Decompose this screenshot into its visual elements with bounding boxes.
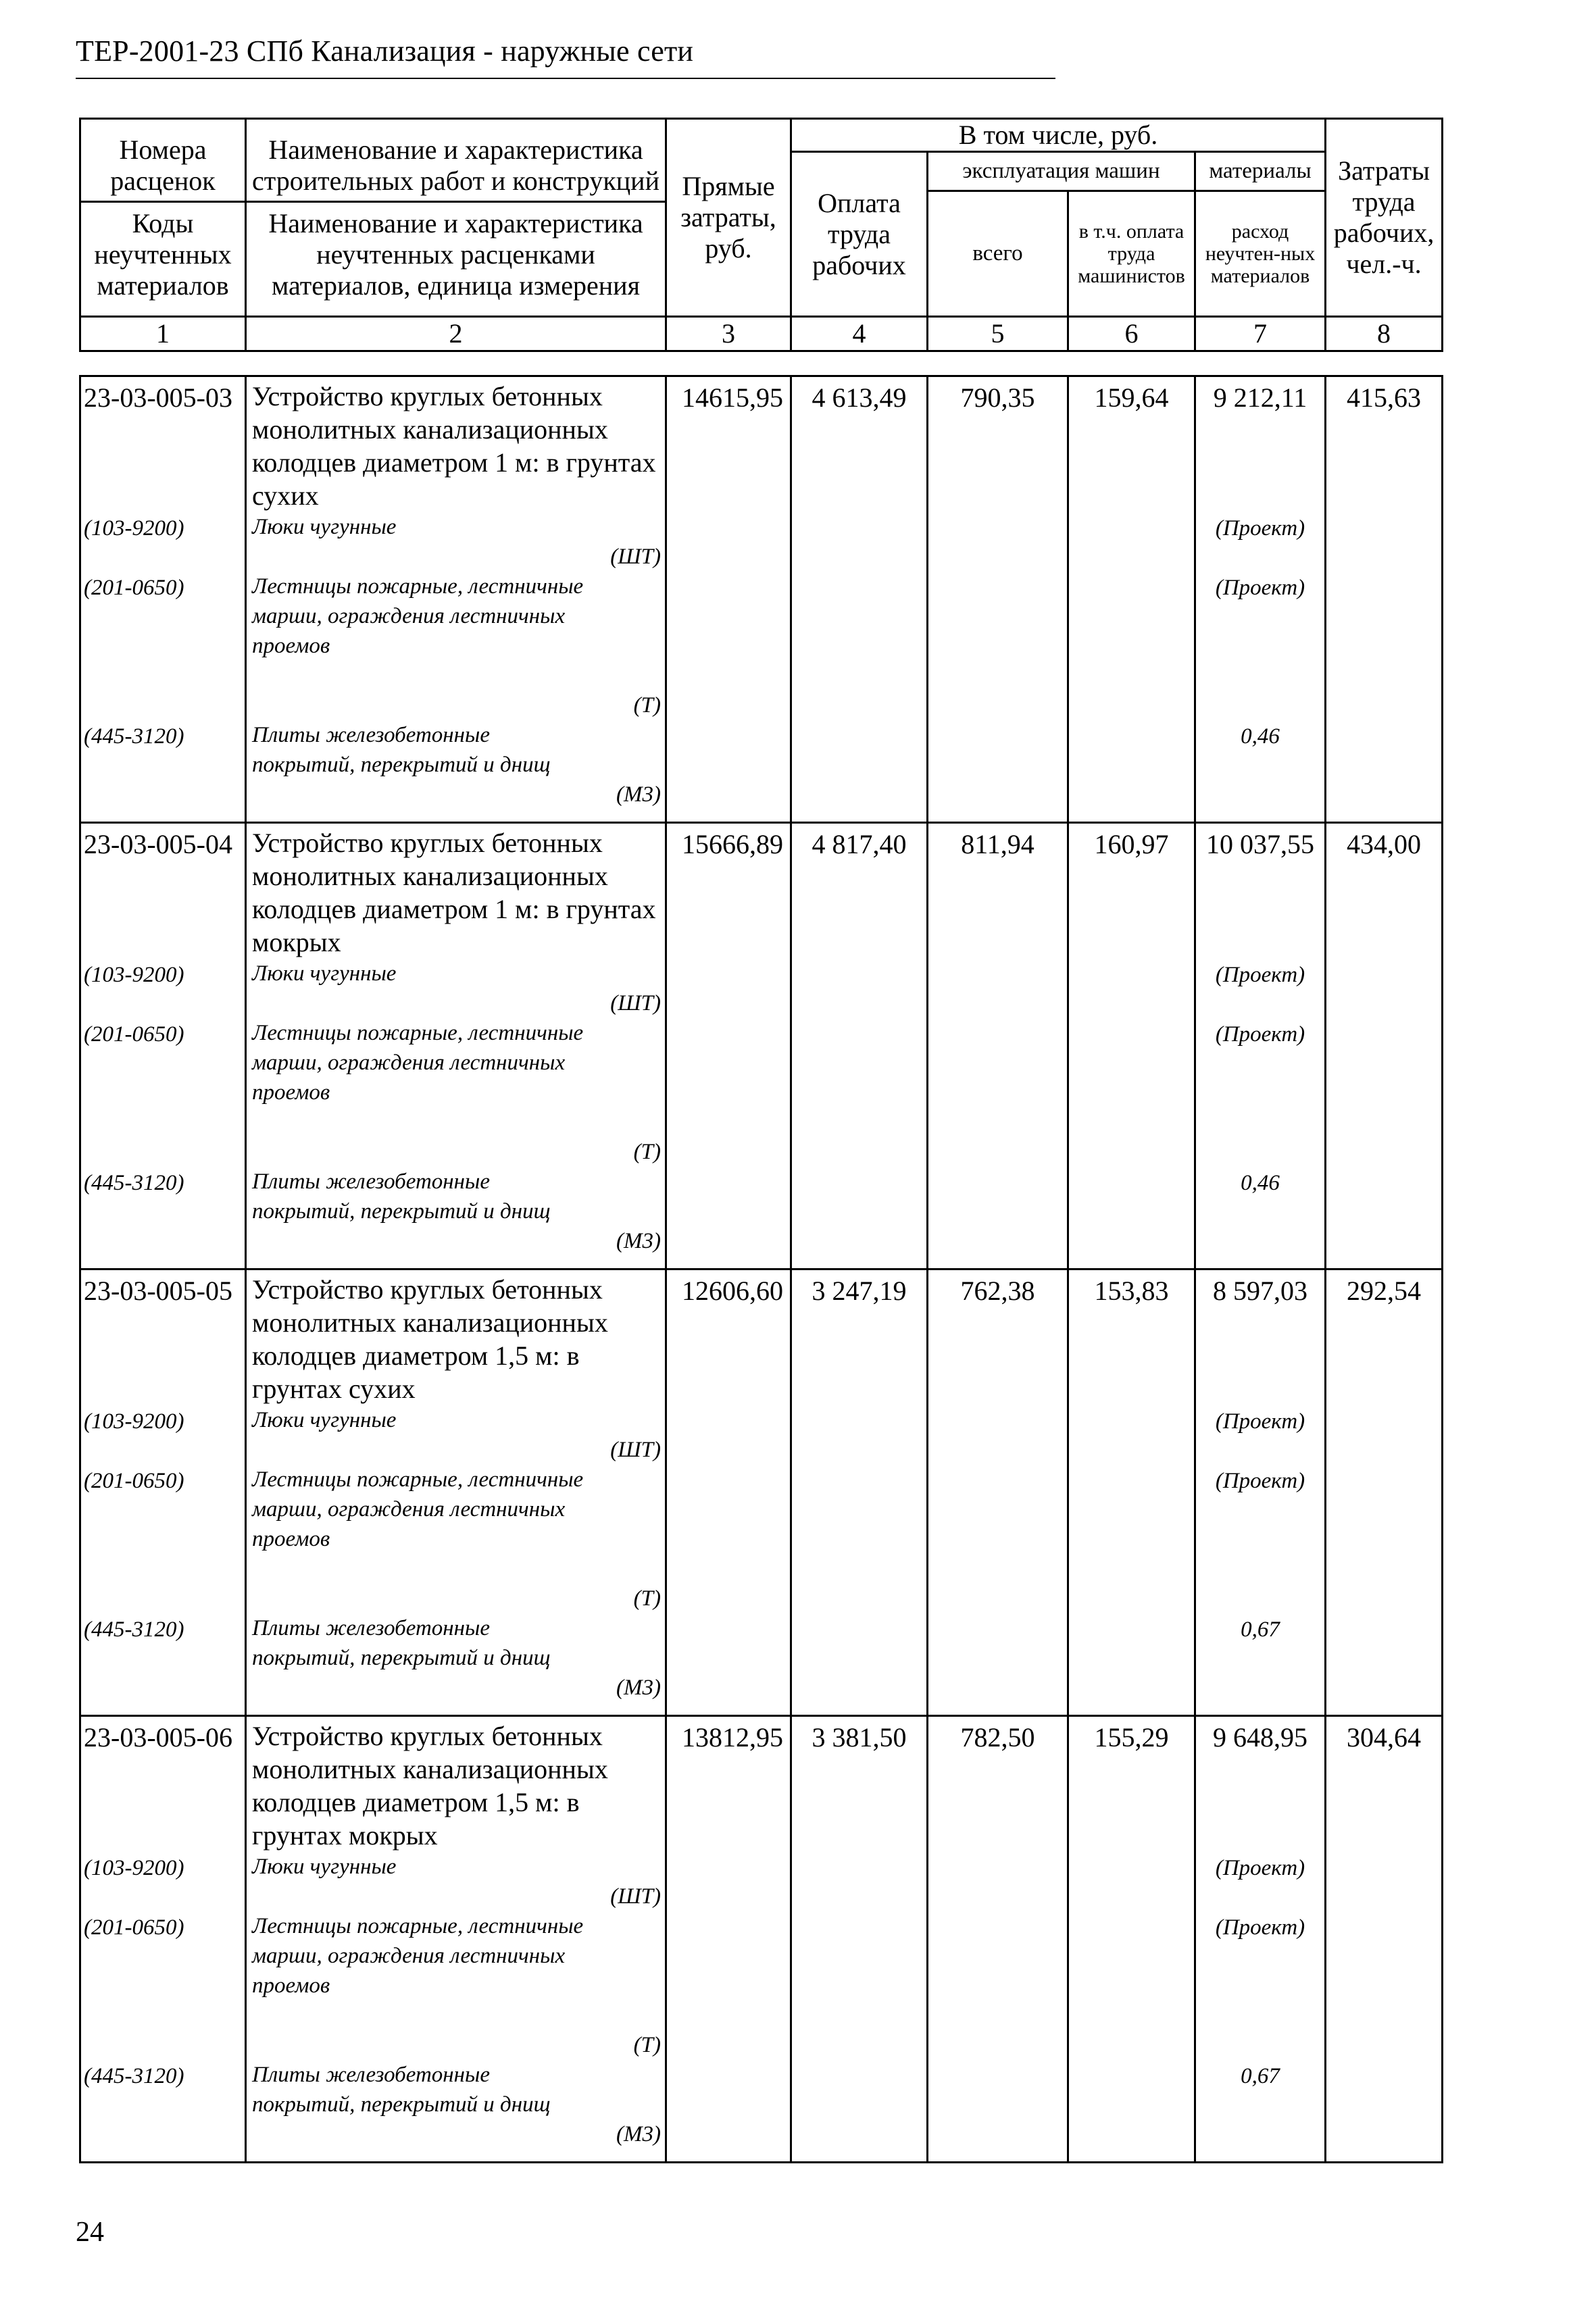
material-name-line: проемов — [252, 1527, 330, 1551]
spacer — [84, 1883, 245, 1913]
spacer — [84, 603, 245, 722]
header-number-6: 6 — [1068, 317, 1195, 351]
rate-name-cell — [246, 1269, 666, 1716]
spacer — [84, 861, 245, 960]
spacer — [1196, 1942, 1324, 2061]
header-machines-group: эксплуатация машин — [928, 152, 1195, 191]
labor-hours-cell: 415,63 — [1326, 376, 1443, 823]
material-consumption: (Проект) — [1215, 1469, 1305, 1493]
machinists-pay-cell: 160,97 — [1068, 823, 1195, 1269]
material-name-line: проемов — [252, 1080, 330, 1105]
header-materials-consumption: расход неучтен-ных материалов — [1195, 191, 1326, 317]
material-name-line: марши, ограждения лестничных — [252, 1497, 566, 1521]
spacer — [1196, 414, 1324, 513]
spacer — [1196, 751, 1324, 811]
spacer — [1196, 543, 1324, 573]
rate-code: 23-03-005-03 — [84, 382, 232, 413]
material-code: (201-0650) — [84, 1915, 184, 1940]
material-name-line: покрытий, перекрытий и днищ — [252, 753, 551, 777]
header-number-3: 3 — [666, 317, 791, 351]
header-labor-hours: Затраты труда рабочих, чел.-ч. — [1326, 119, 1443, 317]
materials-value: 8 597,03 — [1213, 1276, 1307, 1306]
material-unit: (М3) — [616, 1229, 661, 1253]
rate-code: 23-03-005-06 — [84, 1722, 232, 1753]
rate-name: Устройство круглых бетонных монолитных канализационных колодцев диаметром 1 м: в грунтах мокрых — [252, 828, 656, 957]
labor-pay-cell: 4 613,49 — [791, 376, 928, 823]
spacer — [84, 1436, 245, 1466]
material-name-line: проемов — [252, 1973, 330, 1998]
spacer — [1196, 603, 1324, 722]
material-consumption: (Проект) — [1215, 1022, 1305, 1047]
spacer — [84, 1049, 245, 1168]
machinists-pay-cell: 153,83 — [1068, 1269, 1195, 1716]
spacer — [84, 1496, 245, 1615]
material-unit: (М3) — [616, 1676, 661, 1700]
spacer — [1196, 1198, 1324, 1257]
material-name-line: Плиты железобетонные — [252, 723, 491, 747]
rate-name-cell — [246, 823, 666, 1269]
material-unit: (М3) — [616, 2122, 661, 2146]
table-row — [80, 376, 1443, 823]
document-header: ТЕР-2001-23 СПб Канализация - наружные сети — [76, 34, 694, 68]
rate-name: Устройство круглых бетонных монолитных канализационных колодцев диаметром 1 м: в грунтах сухих — [252, 381, 656, 511]
material-name-line: Лестницы пожарные, лестничные — [252, 1914, 584, 1938]
header-codes — [80, 119, 246, 317]
material-code: (445-3120) — [84, 2064, 184, 2088]
direct-costs-cell: 12606,60 — [666, 1269, 791, 1716]
machines-total-cell: 762,38 — [928, 1269, 1068, 1716]
material-name-line: покрытий, перекрытий и днищ — [252, 2092, 551, 2117]
direct-costs-cell: 15666,89 — [666, 823, 791, 1269]
rate-name-cell — [246, 376, 666, 823]
spacer — [1196, 1883, 1324, 1913]
header-number-4: 4 — [791, 317, 928, 351]
direct-costs-cell: 13812,95 — [666, 1716, 791, 2163]
spacer — [84, 543, 245, 573]
material-code: (201-0650) — [84, 576, 184, 600]
spacer — [1196, 1436, 1324, 1466]
labor-pay-cell: 4 817,40 — [791, 823, 928, 1269]
material-unit: (М3) — [616, 782, 661, 807]
material-name-line: проемов — [252, 634, 330, 658]
header-number-2: 2 — [246, 317, 666, 351]
header-number-8: 8 — [1326, 317, 1443, 351]
labor-hours-cell: 434,00 — [1326, 823, 1443, 1269]
materials-value: 9 648,95 — [1213, 1722, 1307, 1753]
material-code: (103-9200) — [84, 963, 184, 987]
spacer — [84, 414, 245, 513]
rate-code-cell — [80, 376, 246, 823]
header-codes-top: Номера расценок — [110, 134, 216, 196]
header-number-7: 7 — [1195, 317, 1326, 351]
rate-code: 23-03-005-05 — [84, 1276, 232, 1306]
spacer — [1196, 1754, 1324, 1853]
spacer — [1196, 861, 1324, 960]
material-code: (201-0650) — [84, 1022, 184, 1047]
spacer — [1196, 1307, 1324, 1407]
material-unit: (Т) — [633, 1140, 661, 1164]
material-name-line: Плиты железобетонные — [252, 1616, 491, 1640]
rate-code-cell — [80, 1716, 246, 2163]
material-code: (103-9200) — [84, 516, 184, 540]
machines-total-cell: 782,50 — [928, 1716, 1068, 2163]
rate-name-cell — [246, 1716, 666, 2163]
material-name-line: марши, ограждения лестничных — [252, 604, 566, 628]
spacer — [1196, 2091, 1324, 2150]
page-number: 24 — [76, 2217, 104, 2248]
material-name-line: Плиты железобетонные — [252, 1169, 491, 1194]
header-machinists-pay: в т.ч. оплата труда машинистов — [1068, 191, 1195, 317]
material-unit: (ШТ) — [610, 991, 661, 1015]
material-name-line: марши, ограждения лестничных — [252, 1944, 566, 1968]
rates-table — [79, 375, 1443, 2163]
material-unit: (Т) — [633, 693, 661, 718]
machinists-pay-cell: 159,64 — [1068, 376, 1195, 823]
header-direct-costs: Прямые затраты, руб. — [666, 119, 791, 317]
rate-name: Устройство круглых бетонных монолитных канализационных колодцев диаметром 1,5 м: в грунтах мокрых — [252, 1721, 608, 1851]
material-name-line: Люки чугунные — [252, 515, 397, 539]
header-materials-group: материалы — [1195, 152, 1326, 191]
material-unit: (ШТ) — [610, 545, 661, 569]
header-codes-bottom: Коды неучтенных материалов — [94, 207, 232, 301]
header-group-title: В том числе, руб. — [791, 119, 1326, 152]
header-names — [246, 119, 666, 317]
header-rule — [76, 78, 1055, 79]
materials-value: 10 037,55 — [1206, 829, 1314, 859]
machines-total-cell: 811,94 — [928, 823, 1068, 1269]
direct-costs-cell: 14615,95 — [666, 376, 791, 823]
material-consumption: 0,67 — [1241, 2064, 1280, 2088]
material-consumption: 0,46 — [1241, 724, 1280, 749]
header-names-top: Наименование и характеристика строительных работ и конструкций — [252, 134, 659, 196]
material-name-line: покрытий, перекрытий и днищ — [252, 1646, 551, 1670]
material-code: (445-3120) — [84, 1171, 184, 1195]
materials-cell — [1195, 376, 1326, 823]
material-unit: (ШТ) — [610, 1438, 661, 1462]
material-consumption: (Проект) — [1215, 963, 1305, 987]
rate-code: 23-03-005-04 — [84, 829, 232, 859]
material-consumption: (Проект) — [1215, 516, 1305, 540]
material-consumption: 0,67 — [1241, 1617, 1280, 1642]
labor-hours-cell: 292,54 — [1326, 1269, 1443, 1716]
labor-hours-cell: 304,64 — [1326, 1716, 1443, 2163]
table-row — [80, 1269, 1443, 1716]
material-unit: (Т) — [633, 2033, 661, 2057]
material-consumption: (Проект) — [1215, 1915, 1305, 1940]
table-row — [80, 1716, 1443, 2163]
spacer — [84, 1644, 245, 1704]
material-name-line: Люки чугунные — [252, 1408, 397, 1432]
spacer — [1196, 990, 1324, 1020]
materials-cell — [1195, 1716, 1326, 2163]
machines-total-cell: 790,35 — [928, 376, 1068, 823]
material-name-line: Плиты железобетонные — [252, 2063, 491, 2087]
machinists-pay-cell: 155,29 — [1068, 1716, 1195, 2163]
labor-pay-cell: 3 381,50 — [791, 1716, 928, 2163]
material-code: (103-9200) — [84, 1856, 184, 1880]
spacer — [1196, 1049, 1324, 1168]
material-unit: (ШТ) — [610, 1884, 661, 1909]
header-labor-pay: Оплата труда рабочих — [791, 152, 928, 317]
material-name-line: Лестницы пожарные, лестничные — [252, 574, 584, 599]
material-name-line: Люки чугунные — [252, 1855, 397, 1879]
spacer — [1196, 1496, 1324, 1615]
material-name-line: марши, ограждения лестничных — [252, 1051, 566, 1075]
spacer — [252, 1554, 662, 1584]
material-unit: (Т) — [633, 1586, 661, 1611]
materials-cell — [1195, 823, 1326, 1269]
material-code: (103-9200) — [84, 1409, 184, 1434]
material-consumption: (Проект) — [1215, 1856, 1305, 1880]
spacer — [84, 1307, 245, 1407]
materials-value: 9 212,11 — [1213, 382, 1307, 413]
material-code: (445-3120) — [84, 724, 184, 749]
material-consumption: 0,46 — [1241, 1171, 1280, 1195]
spacer — [84, 1942, 245, 2061]
rate-code-cell — [80, 1269, 246, 1716]
table-row — [80, 823, 1443, 1269]
spacer — [84, 751, 245, 811]
spacer — [84, 990, 245, 1020]
material-name-line: Лестницы пожарные, лестничные — [252, 1021, 584, 1045]
spacer — [252, 661, 662, 690]
rate-name: Устройство круглых бетонных монолитных канализационных колодцев диаметром 1,5 м: в грунтах сухих — [252, 1274, 608, 1404]
material-code: (445-3120) — [84, 1617, 184, 1642]
column-header-table — [79, 118, 1443, 352]
header-names-bottom: Наименование и характеристика неучтенных расценками материалов, единица измерения — [268, 207, 643, 301]
materials-cell — [1195, 1269, 1326, 1716]
header-machines-total: всего — [928, 191, 1068, 317]
material-name-line: Люки чугунные — [252, 961, 397, 986]
header-number-5: 5 — [928, 317, 1068, 351]
material-name-line: Лестницы пожарные, лестничные — [252, 1467, 584, 1492]
spacer — [252, 2001, 662, 2030]
material-name-line: покрытий, перекрытий и днищ — [252, 1199, 551, 1224]
spacer — [84, 1198, 245, 1257]
labor-pay-cell: 3 247,19 — [791, 1269, 928, 1716]
material-code: (201-0650) — [84, 1469, 184, 1493]
spacer — [84, 2091, 245, 2150]
spacer — [1196, 1644, 1324, 1704]
rate-code-cell — [80, 823, 246, 1269]
material-consumption: (Проект) — [1215, 576, 1305, 600]
spacer — [84, 1754, 245, 1853]
material-consumption: (Проект) — [1215, 1409, 1305, 1434]
spacer — [252, 1107, 662, 1137]
header-number-1: 1 — [80, 317, 246, 351]
